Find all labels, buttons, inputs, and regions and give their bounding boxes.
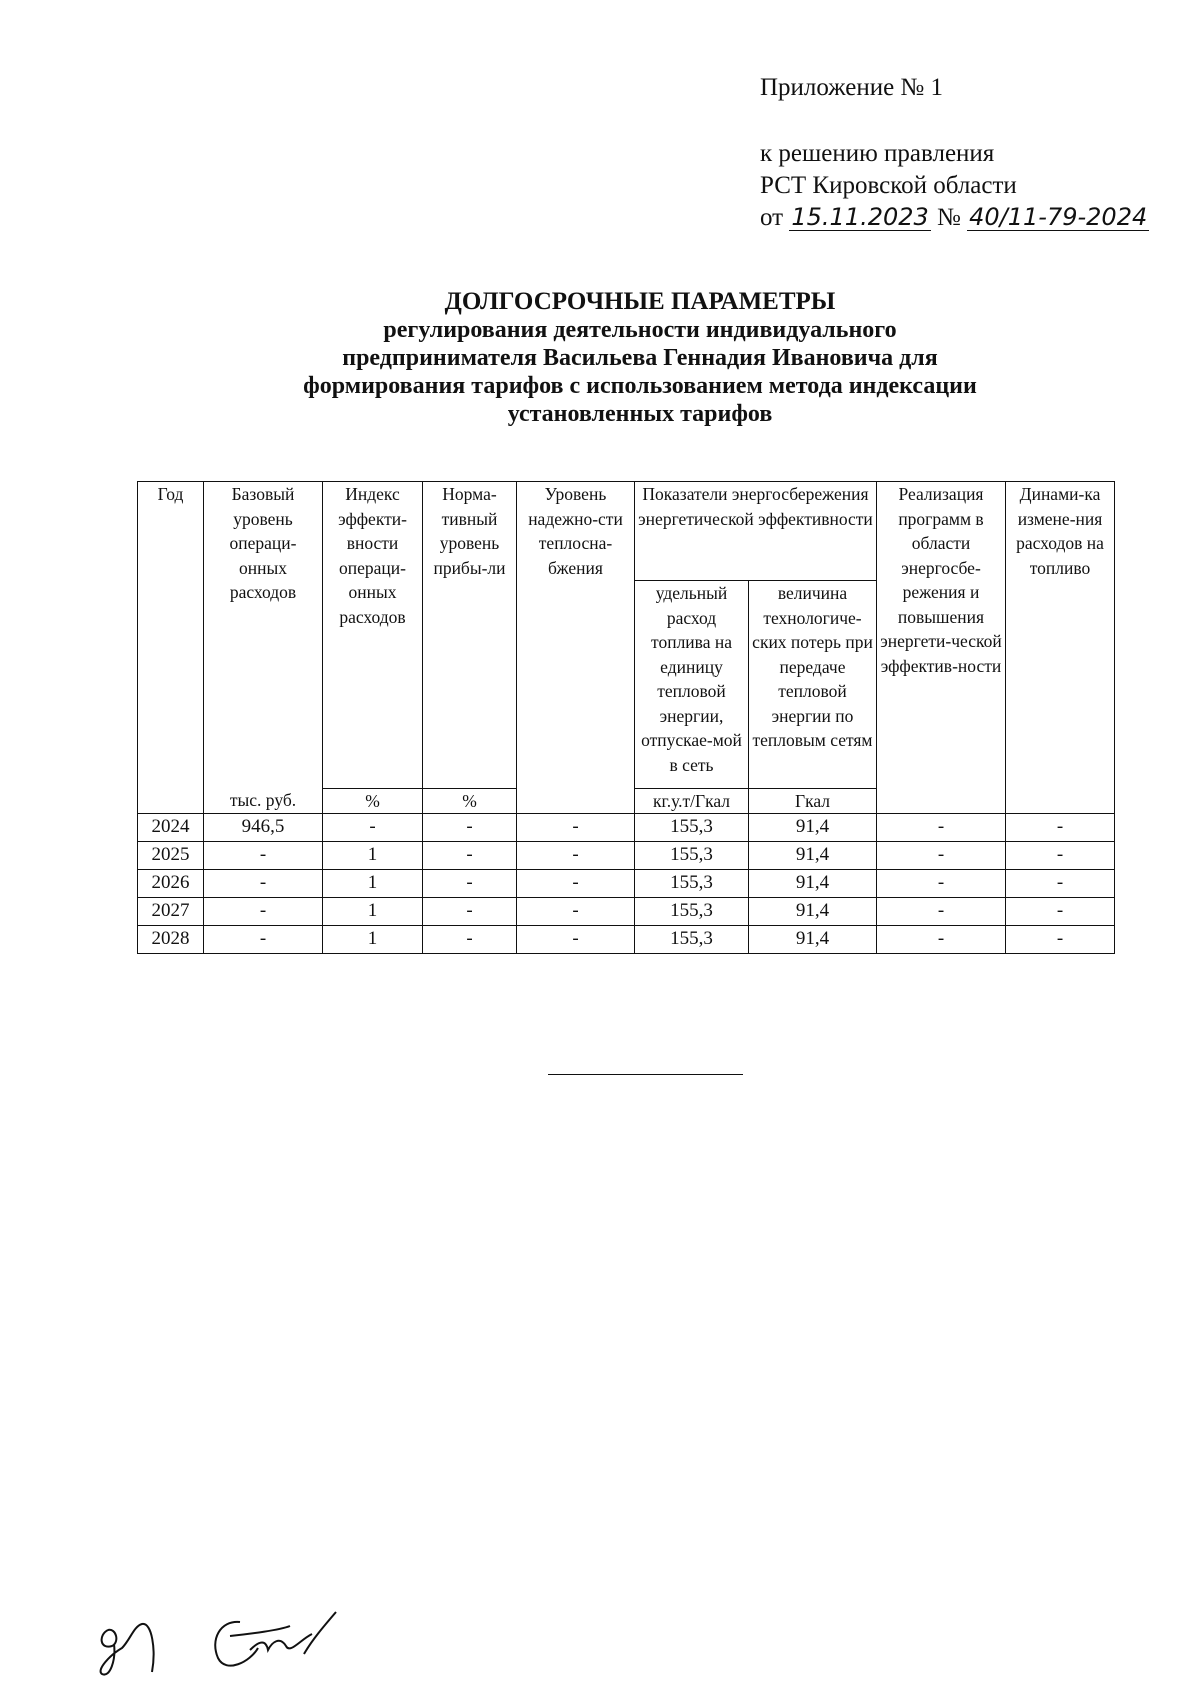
table-row	[138, 898, 1115, 926]
cell-losses: 91,4	[749, 926, 877, 954]
cell-base: -	[204, 870, 323, 898]
cell-profit: -	[423, 814, 517, 842]
cell-dynamics: -	[1006, 870, 1115, 898]
header-programs: Реализация программ в области энергосбе-режения и повышения энергети-ческой эффектив-ности	[877, 482, 1006, 814]
cell-index: -	[323, 814, 423, 842]
cell-base: -	[204, 842, 323, 870]
from-label: от	[760, 204, 784, 231]
signatures	[90, 1600, 390, 1680]
cell-programs: -	[877, 926, 1006, 954]
unit-efficiency-index: %	[323, 788, 423, 814]
closing-rule	[548, 1074, 743, 1075]
cell-programs: -	[877, 814, 1006, 842]
cell-year: 2027	[138, 898, 204, 926]
title-line-3: формирования тарифов с использованием метода индексации	[303, 373, 977, 399]
cell-base: -	[204, 926, 323, 954]
cell-reliability: -	[517, 814, 635, 842]
table-row	[138, 926, 1115, 954]
unit-base-level: тыс. руб.	[204, 788, 323, 814]
header-fuel-rate: удельный расход топлива на единицу тепловой энергии, отпускае-мой в сеть	[635, 581, 749, 789]
number-label: №	[937, 204, 961, 231]
cell-index: 1	[323, 926, 423, 954]
cell-reliability: -	[517, 898, 635, 926]
appendix-line-1: к решению правления	[760, 140, 995, 167]
header-fuel-dynamics: Динами-ка измене-ния расходов на топливо	[1006, 482, 1115, 814]
cell-profit: -	[423, 926, 517, 954]
title-heading: ДОЛГОСРОЧНЫЕ ПАРАМЕТРЫ	[444, 288, 836, 315]
appendix-line-2: РСТ Кировской области	[760, 172, 1017, 199]
header-base-level: Базовый уровень операци-онных расходов	[204, 482, 323, 789]
appendix-date-line	[760, 202, 1149, 234]
cell-losses: 91,4	[749, 898, 877, 926]
handwritten-signature	[215, 1612, 336, 1666]
cell-reliability: -	[517, 926, 635, 954]
header-reliability: Уровень надежно-сти теплосна-бжения	[517, 482, 635, 814]
cell-programs: -	[877, 842, 1006, 870]
cell-profit: -	[423, 898, 517, 926]
header-efficiency-index: Индекс эффекти-вности операци-онных расходов	[323, 482, 423, 789]
unit-normative-profit: %	[423, 788, 517, 814]
cell-losses: 91,4	[749, 814, 877, 842]
document-title	[200, 288, 1080, 428]
cell-year: 2024	[138, 814, 204, 842]
cell-dynamics: -	[1006, 842, 1115, 870]
cell-year: 2028	[138, 926, 204, 954]
unit-losses: Гкал	[749, 788, 877, 814]
cell-programs: -	[877, 898, 1006, 926]
cell-profit: -	[423, 870, 517, 898]
cell-reliability: -	[517, 842, 635, 870]
cell-index: 1	[323, 898, 423, 926]
cell-fuel: 155,3	[635, 926, 749, 954]
cell-base: -	[204, 898, 323, 926]
title-line-4: установленных тарифов	[507, 401, 773, 427]
cell-fuel: 155,3	[635, 898, 749, 926]
table-row	[138, 842, 1115, 870]
cell-dynamics: -	[1006, 814, 1115, 842]
appendix-number: Приложение № 1	[760, 74, 944, 101]
table-row	[138, 814, 1115, 842]
header-normative-profit: Норма-тивный уровень прибы-ли	[423, 482, 517, 789]
cell-reliability: -	[517, 870, 635, 898]
cell-year: 2026	[138, 870, 204, 898]
cell-index: 1	[323, 870, 423, 898]
cell-dynamics: -	[1006, 898, 1115, 926]
unit-fuel-rate: кг.у.т/Гкал	[635, 788, 749, 814]
cell-profit: -	[423, 842, 517, 870]
initials-signature	[101, 1624, 154, 1675]
cell-base: 946,5	[204, 814, 323, 842]
cell-losses: 91,4	[749, 870, 877, 898]
decision-date: 15.11.2023	[791, 203, 929, 231]
cell-fuel: 155,3	[635, 814, 749, 842]
header-year: Год	[138, 482, 204, 814]
cell-dynamics: -	[1006, 926, 1115, 954]
cell-year: 2025	[138, 842, 204, 870]
parameters-table	[137, 481, 1115, 954]
cell-programs: -	[877, 870, 1006, 898]
appendix-block	[760, 72, 1149, 234]
cell-losses: 91,4	[749, 842, 877, 870]
cell-fuel: 155,3	[635, 870, 749, 898]
header-energy-group: Показатели энергосбережения энергетической эффективности	[635, 482, 877, 581]
decision-number: 40/11-79-2024	[969, 203, 1148, 231]
header-losses: величина технологиче-ских потерь при передаче тепловой энергии по тепловым сетям	[749, 581, 877, 789]
cell-index: 1	[323, 842, 423, 870]
title-line-2: предпринимателя Васильева Геннадия Ивановича для	[342, 345, 938, 371]
title-line-1: регулирования деятельности индивидуального	[383, 317, 897, 343]
table-row	[138, 870, 1115, 898]
cell-fuel: 155,3	[635, 842, 749, 870]
